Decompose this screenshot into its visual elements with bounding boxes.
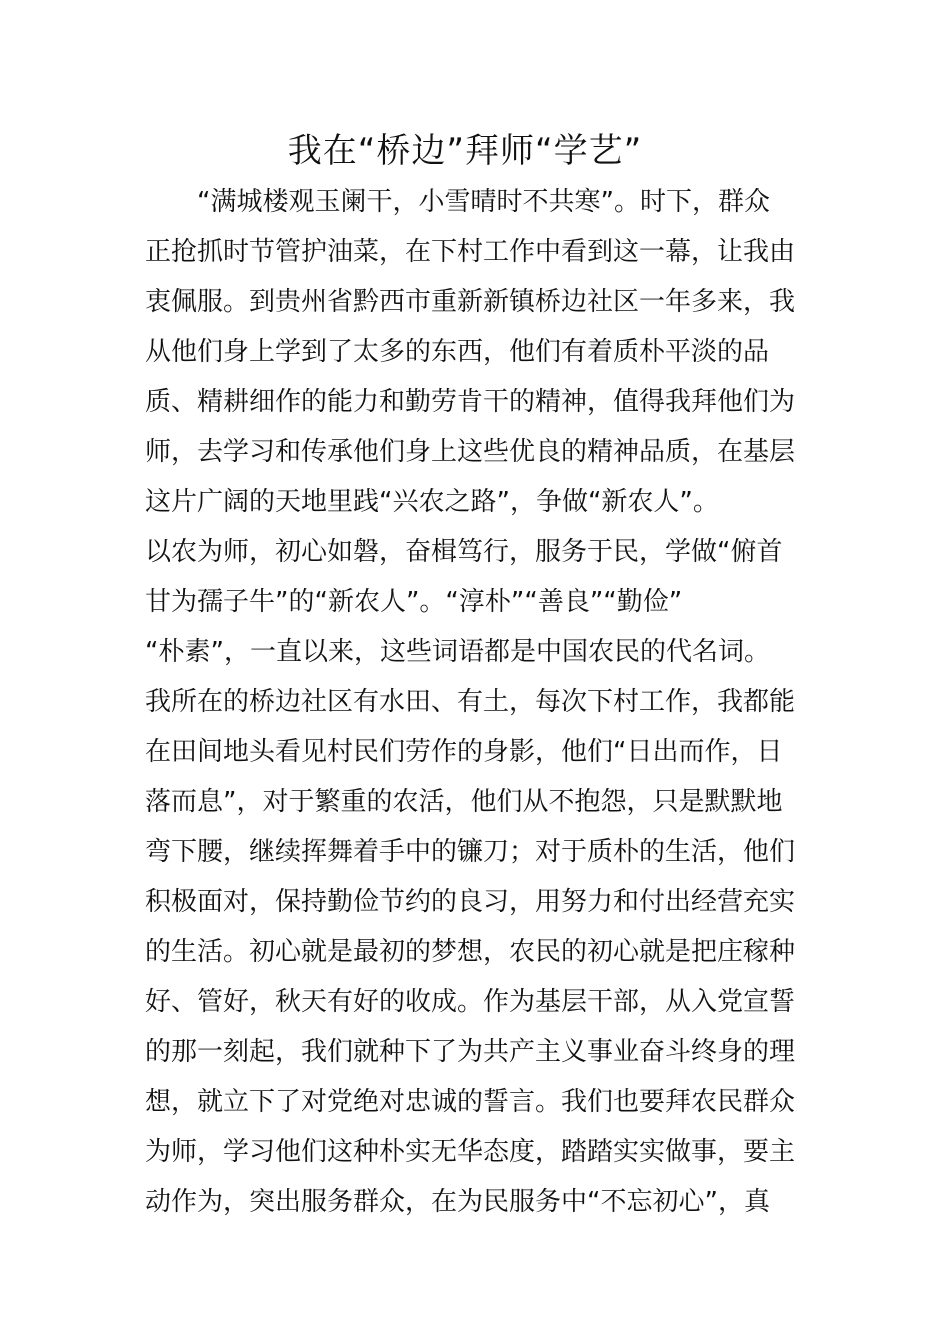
body-line: 为师，学习他们这种朴实无华态度，踏踏实实做事，要主 <box>145 1137 796 1167</box>
body-line: 正抢抓时节管护油菜，在下村工作中看到这一幕，让我由 <box>145 237 796 267</box>
body-line: 积极面对，保持勤俭节约的良习，用努力和付出经营充实 <box>145 887 796 917</box>
body-line: 在田间地头看见村民们劳作的身影，他们“日出而作，日 <box>145 737 783 767</box>
body-line: 衷佩服。到贵州省黔西市重新新镇桥边社区一年多来，我 <box>145 287 796 317</box>
body-line: 的那一刻起，我们就种下了为共产主义事业奋斗终身的理 <box>145 1037 796 1067</box>
body-line: 的生活。初心就是最初的梦想，农民的初心就是把庄稼种 <box>145 937 796 967</box>
body-line: 我所在的桥边社区有水田、有土，每次下村工作，我都能 <box>145 687 796 717</box>
body-line: “朴素”，一直以来，这些词语都是中国农民的代名词。 <box>145 637 770 667</box>
body-line: 好、管好，秋天有好的收成。作为基层干部，从入党宣誓 <box>145 987 796 1017</box>
document-title: 我在“桥边”拜师“学艺” <box>287 131 643 171</box>
body-line: 弯下腰，继续挥舞着手中的镰刀；对于质朴的生活，他们 <box>145 837 796 867</box>
body-line: 想，就立下了对党绝对忠诚的誓言。我们也要拜农民群众 <box>145 1087 796 1117</box>
body-line: 质、精耕细作的能力和勤劳肯干的精神，值得我拜他们为 <box>145 387 796 417</box>
body-line: 这片广阔的天地里践“兴农之路”，争做“新农人”。 <box>145 487 719 517</box>
body-line: 以农为师，初心如磐，奋楫笃行，服务于民，学做“俯首 <box>145 537 783 567</box>
body-line: 师，去学习和传承他们身上这些优良的精神品质，在基层 <box>145 437 796 467</box>
body-line: “满城楼观玉阑干，小雪晴时不共寒”。时下，群众 <box>145 187 770 217</box>
document-body <box>145 177 815 1227</box>
body-line: 从他们身上学到了太多的东西，他们有着质朴平淡的品 <box>145 337 770 367</box>
body-line: 动作为，突出服务群众，在为民服务中“不忘初心”，真 <box>145 1187 770 1217</box>
body-line: 落而息”，对于繁重的农活，他们从不抱怨，只是默默地 <box>145 787 783 817</box>
body-line: 甘为孺子牛”的“新农人”。“淳朴”“善良”“勤俭” <box>145 587 683 617</box>
